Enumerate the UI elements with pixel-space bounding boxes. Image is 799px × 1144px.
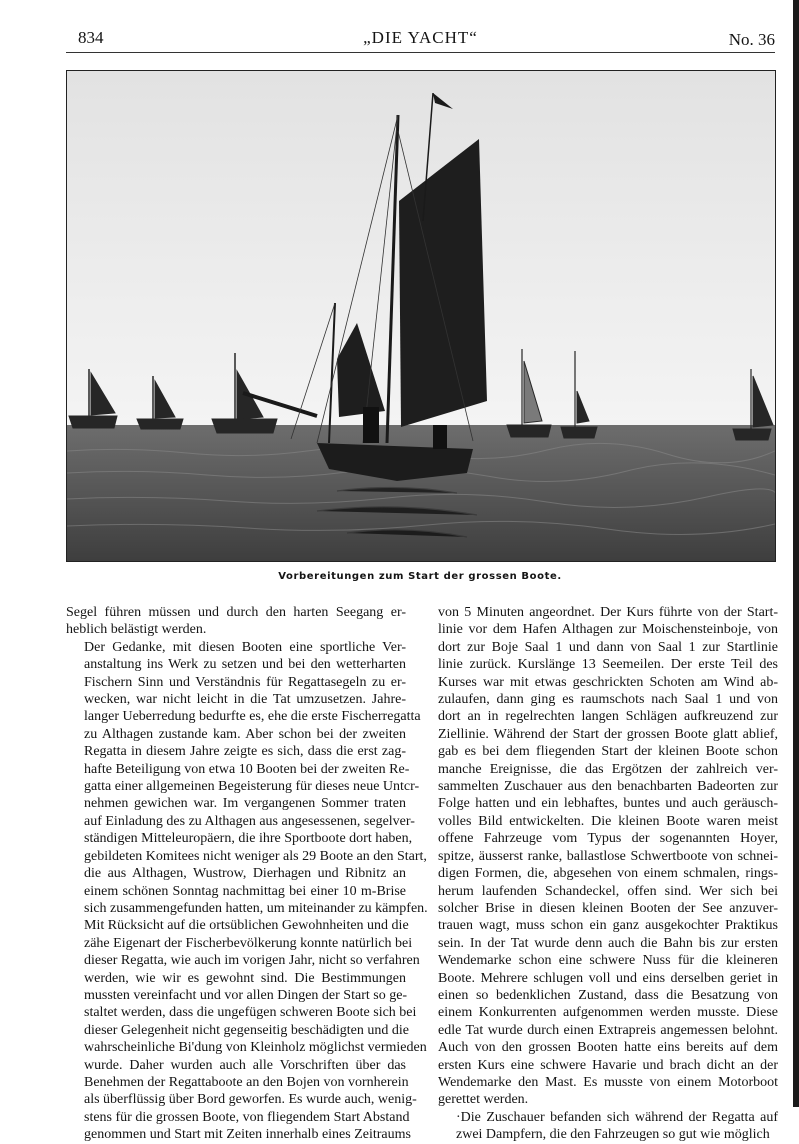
scan-edge [793,0,799,1107]
text-line: Mit Rücksicht auf die ortsüblichen Gewohnheiten und die [84,918,409,934]
text-line: trauen wagt, muss schon ein ganz ausgekochter Praktikus [438,918,778,934]
text-line: Wendemarke den Mast. Es musste von einem Motorboot [438,1074,778,1090]
paragraph [66,639,428,1144]
text-line: Kurses war mit etwas geschrickten Schoten am Wind ab- [438,674,778,690]
sailing-boats-photo [66,70,776,562]
text-line: edle Tat wurde durch einen Extrapreis angemessen belohnt. [438,1022,778,1038]
page-number: 834 [78,28,104,47]
text-line: mussten vereinfacht und vor allen Dingen der Start so ge- [84,987,408,1003]
text-line: als überflüssig über Bord geworfen. Es wurde auch, wenig- [84,1092,417,1108]
text-line: offene Fahrzeuge vom Typus der sogenannten Hoyer, [438,831,778,847]
text-line: Fischern Sinn und Verständnis für Regattasegeln zu er- [84,674,406,690]
text-line: genommen und Start mit Zeiten innerhalb eines Zeitraums [84,1127,411,1143]
text-line: zähe Eigenart der Fischerbevölkerung konnte natürlich bei [84,935,413,951]
text-line: gerettet werden. [438,1092,529,1108]
text-line: gab es bei dem fliegenden Start der kleinen Boote schon [438,744,778,760]
text-line: Wendemarke schon eine schwere Nuss für die kleineren [438,953,778,969]
text-line: wurde. Daher wurden auch alle Vorschriften über das [84,1057,406,1073]
text-line: langer Ueberredung bedurfte es, ehe die erste Fischerregatta [84,709,421,725]
text-line: herum laufenden Schandeckel, offen sind. Wer sich bei [438,883,778,899]
page-header [66,26,775,52]
text-line: zu Althagen zustande kam. Aber schon bei der zweiten [84,726,406,742]
left-text-column [66,604,428,1144]
text-line: Auch von den grossen Booten hatte eins bereits auf dem [438,1040,778,1056]
text-line: die aus Althagen, Wustrow, Dierhagen und Ribnitz an [84,866,406,882]
paragraph [66,604,406,639]
text-line: digen Formen, die, abgesehen von einem schmalen, rings- [438,866,778,882]
text-line: dieser Gelegenheit nicht gegenseitig beschädigten und die [84,1022,410,1038]
text-line: auf Einladung des zu Althagen aus angesessenen, segelver- [84,813,415,829]
text-line: sich zusammengefunden hatten, um miteinander zu kämpfen. [84,900,428,916]
paragraph [438,1109,778,1144]
text-line: linie vor dem Hafen Althagen zur Moischensteinboje, von [438,622,778,638]
text-line: werden, wie wir es gewohnt sind. Die Bestimmungen [84,970,406,986]
text-line: zulaufen, dann ging es raumschots nach Saal 1 und von [438,692,778,708]
text-line: manche Ereignisse, die das Ergötzen der zahlreich ver- [438,761,778,777]
text-line: Der Gedanke, mit diesen Booten eine sportliche Ver- [84,639,406,655]
text-line: sammelten Zuschauer aus den benachbarten Badeorten zur [438,779,778,795]
text-line: Boote. Mehrere schlugen voll und eins derselben geriet in [438,970,778,986]
text-line: wahrscheinliche Bi'dung von Kleinholz möglichst vermieden [84,1040,427,1056]
text-line: ·Die Zuschauer befanden sich während der Regatta auf [456,1109,778,1125]
text-line: Folge hatten und ein lebhaftes, buntes und auch geräusch- [438,796,778,812]
text-line: von 5 Minuten angeordnet. Der Kurs führte von der Start- [438,605,778,620]
text-line: zwei Dampfern, die den Fahrzeugen so gut wie möglich [456,1127,770,1143]
issue-number: No. 36 [728,30,775,49]
text-line: Ziellinie. Während der Start der grossen Boote glatt ablief, [438,726,778,742]
text-line: solcher Brise in diesen kleinen Booten der See anzuver- [438,900,778,916]
text-line: volles Bild entwickelten. Die kleinen Boote waren meist [438,813,778,829]
text-line: ersten Kurs eine schwere Havarie und brach dicht an der [438,1057,778,1073]
text-line: dort zur Boje Saal 1 und dann von Saal 1 zur Startlinie [438,639,778,655]
text-line: ständigen Mitteleuropäern, die ihre Sportboote dort haben, [84,831,413,847]
text-line: staltet werden, dass die ungefügen schweren Boote sich bei [84,1005,417,1021]
paragraph [438,604,778,1109]
text-line: dieser Regatta, wie auch im vorigen Jahr, nicht so verfahren [84,953,420,969]
text-line: einen so bedenklichen Zustand, dass die Besatzung von [438,987,778,1003]
text-line: Regatta in diesem Jahre zeigte es sich, dass die erst zag- [84,744,406,760]
text-line: sein. In der Tat wurde denn auch die Bahn bis zur ersten [438,935,778,951]
text-line: spitze, äusserst ranke, ballastlose Schwertboote von schnei- [438,848,778,864]
text-line: wecken, war nicht leicht in die Tat umzusetzen. Jahre- [84,692,406,708]
photo-caption: Vorbereitungen zum Start der grossen Boote. [278,571,562,582]
text-line: hafte Beteiligung von etwa 10 Booten bei der zweiten Re- [84,761,410,777]
text-line: linie zurück. Kurslänge 13 Seemeilen. Der erste Teil des [438,657,778,673]
text-line: Segel führen müssen und durch den harten Seegang er- [66,605,406,620]
right-text-column [438,604,778,1144]
text-line: gatta einer allgemeinen Begeisterung für dieses neue Untcr- [84,779,420,795]
header-rule [66,52,775,53]
journal-title: „DIE YACHT“ [363,28,478,47]
text-line: gebildeten Komitees nicht weniger als 29 Boote an den Start, [84,848,427,864]
text-line: nehmen gewichen war. Im vergangenen Sommer traten [84,796,406,812]
text-line: einem Konkurrenten aufgenommen werden musste. Diese [438,1005,778,1021]
text-line: einem schönen Sonntag nachmittag bei einer 10 m-Brise [84,883,406,899]
text-line: stens für die grossen Boote, von fliegendem Start Abstand [84,1109,410,1125]
text-line: Benehmen der Regattaboote an den Bojen von vornherein [84,1074,409,1090]
text-line: dort an in regelrechten langen Schlägen aufkreuzend zur [438,709,778,725]
text-line: anstaltung ins Werk zu setzen und bei den wetterharten [84,657,406,673]
text-line: heblich belästigt werden. [66,622,207,638]
